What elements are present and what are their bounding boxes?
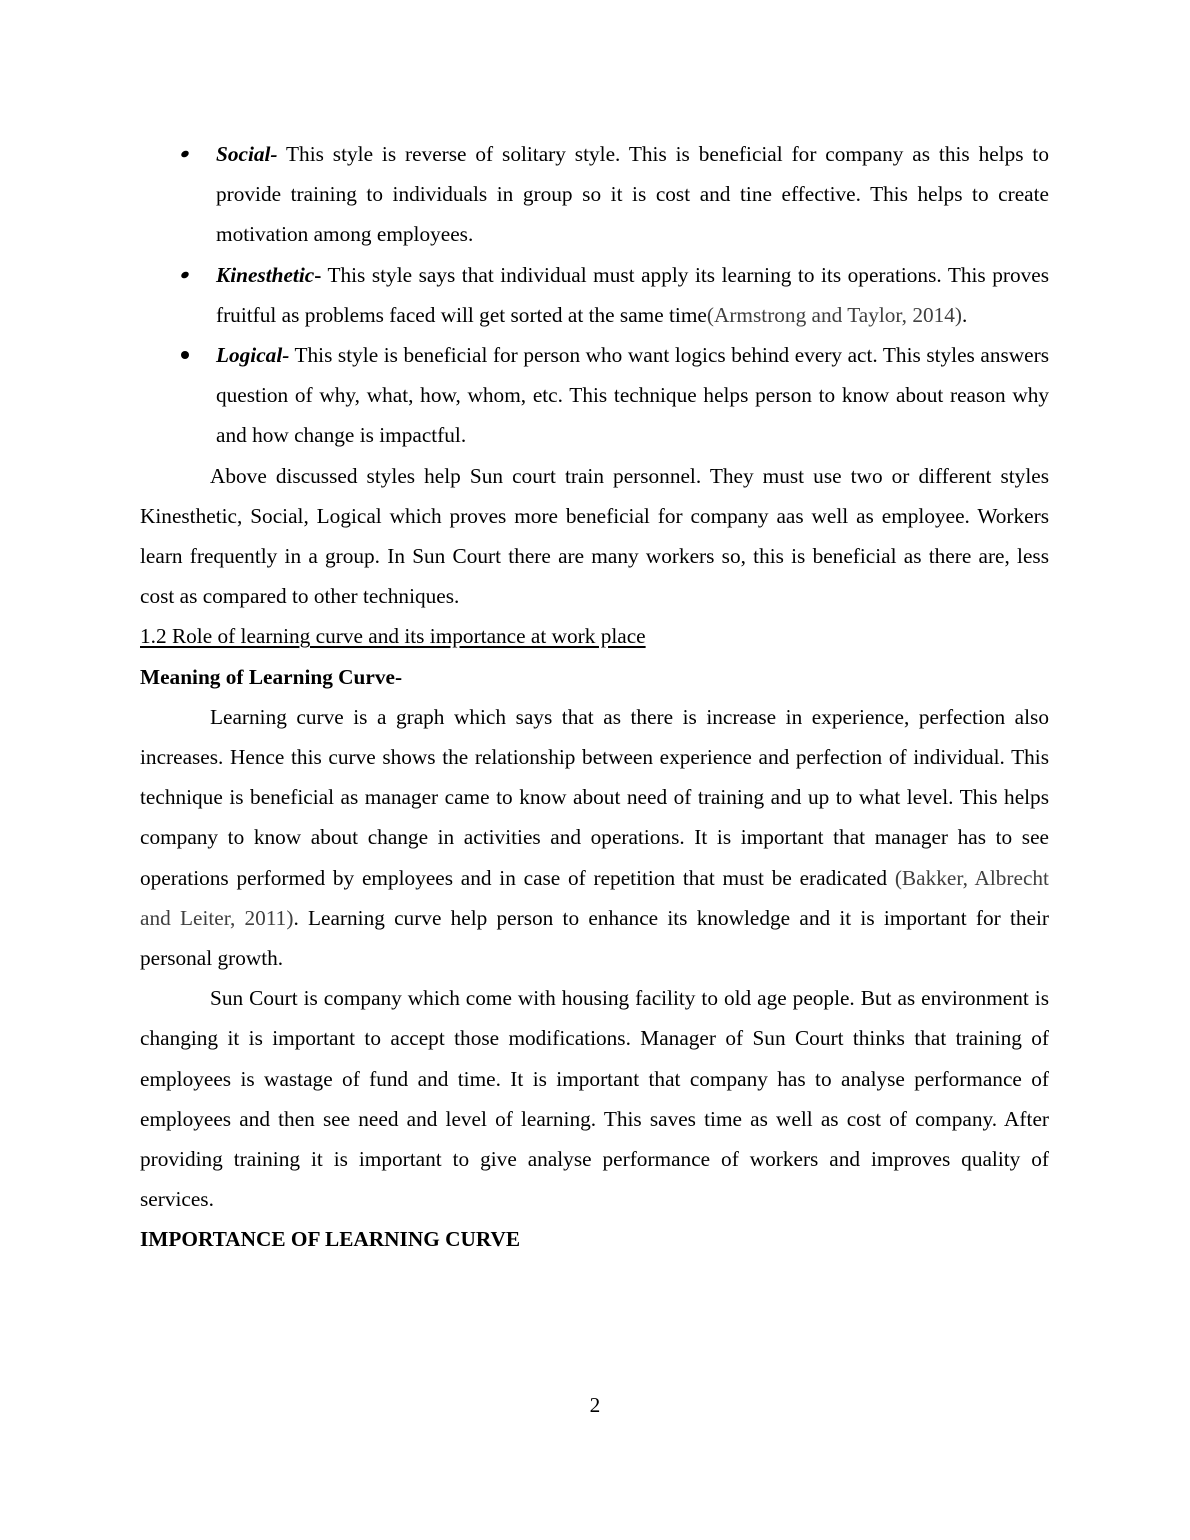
bullet-item-logical: [140, 335, 1049, 456]
paragraph-sun-court: Sun Court is company which come with housing facility to old age people. But as environment is changing it is important to accept those modifications. Manager of Sun Court thinks that training of employees is wastage of fund and time. It is important that company has to analyse performance of employees and then see need and level of learning. This saves time as well as cost of company. After providing training it is important to give analyse performance of workers and improves quality of services.: [140, 986, 1049, 1212]
citation: (Bakker, Albrecht and Leiter, 2011): [140, 865, 1049, 930]
meaning-heading: Meaning of Learning Curve-: [140, 664, 403, 689]
bullet-term-dash: -: [314, 262, 322, 287]
bullet-term: Logical-: [216, 343, 290, 368]
bullet-icon: [180, 149, 190, 158]
bullet-item-kinesthetic: [140, 255, 1049, 335]
citation: (Armstrong and Taylor, 2014): [706, 302, 963, 327]
paragraph-text-end: . Learning curve help person to enhance its knowledge and it is important for their personal growth.: [140, 905, 1050, 971]
page-number: 2: [589, 1393, 601, 1417]
bullet-text-end: .: [962, 302, 968, 327]
section-heading: 1.2 Role of learning curve and its importance at work place: [140, 624, 646, 649]
importance-heading: IMPORTANCE OF LEARNING CURVE: [140, 1227, 521, 1252]
bullet-text: This style says that individual must apply its learning to its operations. This proves fruitful as problems faced will get sorted at the same time: [216, 262, 1049, 327]
bullet-term: Kinesthetic: [216, 262, 315, 287]
bullet-term: Social-: [216, 142, 278, 166]
bullet-text: This style is beneficial for person who want logics behind every act. This styles answers question of why, what, how, whom, etc. This technique helps person to know about reason why and how change is impactful.: [216, 343, 1049, 448]
bullet-item-social: [140, 134, 1049, 255]
bullet-icon: [181, 351, 189, 359]
paragraph-text: Learning curve is a graph which says that as there is increase in experience, perfection also increases. Hence this curve shows the relationship between experience and perfection of individual. This technique is beneficial as manager came to know about need of training and up to what level. This helps company to know about change in activities and operations. It is important that manager has to see operations performed by employees and in case of repetition that must be eradicated: [140, 704, 1049, 890]
paragraph-styles-summary: Above discussed styles help Sun court train personnel. They must use two or different styles Kinesthetic, Social, Logical which proves more beneficial for company aas well as employee. Workers learn frequently in a group. In Sun Court there are many workers so, this is beneficial as there are, less cost as compared to other techniques.: [140, 463, 1049, 609]
bullet-text: This style is reverse of solitary style. This is beneficial for company as this helps to provide training to individuals in group so it is cost and tine effective. This helps to create motivation among employees.: [216, 142, 1049, 247]
page-content: [140, 134, 1049, 1260]
bullet-icon: [180, 270, 190, 279]
paragraph-learning-curve: [140, 697, 1049, 978]
